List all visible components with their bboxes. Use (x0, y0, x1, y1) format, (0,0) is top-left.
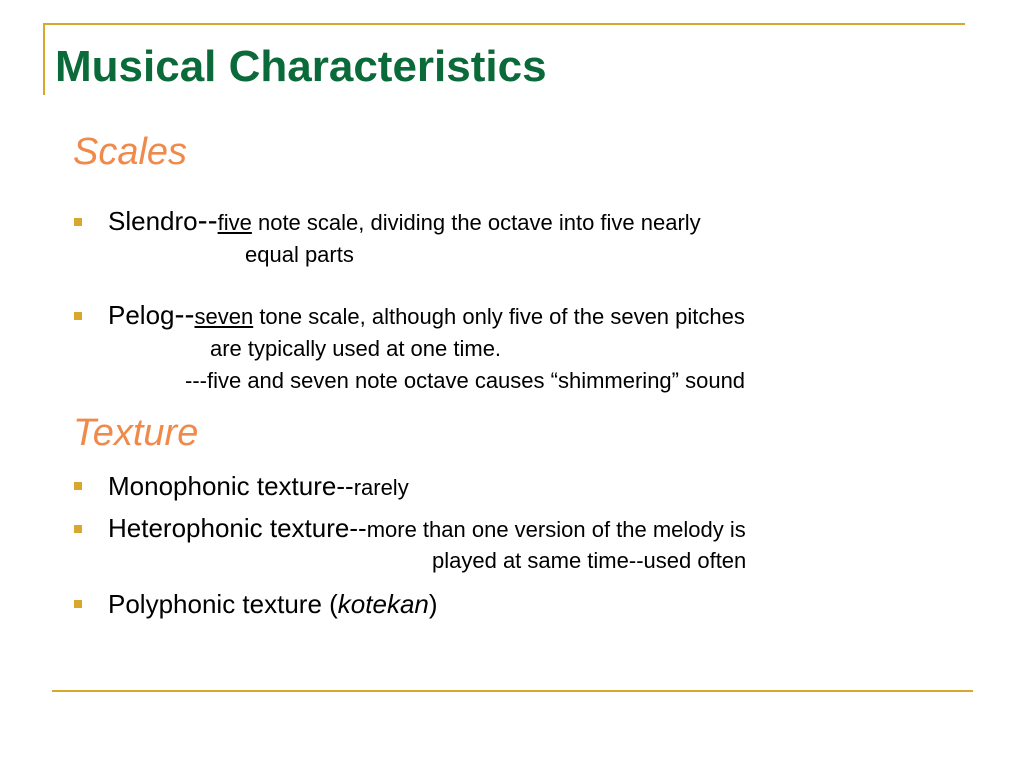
slide-title: Musical Characteristics (55, 42, 547, 91)
emphasis-seven: seven (194, 304, 254, 329)
term-polyphonic: Polyphonic texture ( (108, 589, 338, 619)
bullet-marker (74, 600, 82, 608)
term-kotekan: kotekan (337, 589, 429, 619)
term-pelog: Pelog (108, 300, 175, 330)
term-slendro: Slendro (108, 206, 198, 236)
term-monophonic: Monophonic texture-- (108, 471, 354, 501)
bullet-marker (74, 218, 82, 226)
heterophonic-description: more than one version of the melody is (366, 517, 746, 542)
bullet-slendro (108, 206, 701, 236)
pelog-description: tone scale, although only five of the seven pitches (253, 304, 745, 329)
heterophonic-continuation: played at same time--used often (432, 548, 747, 573)
bullet-marker (74, 525, 82, 533)
pelog-continuation: are typically used at one time. (210, 336, 502, 361)
pelog-note: ---five and seven note octave causes “shimmering” sound (185, 368, 746, 393)
dash: -- (197, 204, 218, 237)
bullet-polyphonic (108, 591, 438, 617)
term-heterophonic: Heterophonic texture-- (108, 513, 367, 543)
close-paren: ) (428, 589, 438, 619)
slendro-continuation: equal parts (245, 242, 354, 267)
bullet-monophonic (108, 473, 409, 499)
section-heading-scales: Scales (73, 131, 188, 173)
bottom-rule (52, 690, 973, 692)
left-rule (43, 23, 45, 95)
slendro-description: note scale, dividing the octave into five nearly (251, 210, 701, 235)
bullet-marker (74, 312, 82, 320)
bullet-marker (74, 482, 82, 490)
monophonic-description: rarely (353, 475, 409, 500)
emphasis-five: five (217, 210, 252, 235)
top-rule (43, 23, 965, 25)
bullet-heterophonic (108, 515, 746, 541)
bullet-pelog (108, 300, 745, 330)
dash: -- (174, 298, 195, 331)
section-heading-texture: Texture (73, 412, 199, 454)
